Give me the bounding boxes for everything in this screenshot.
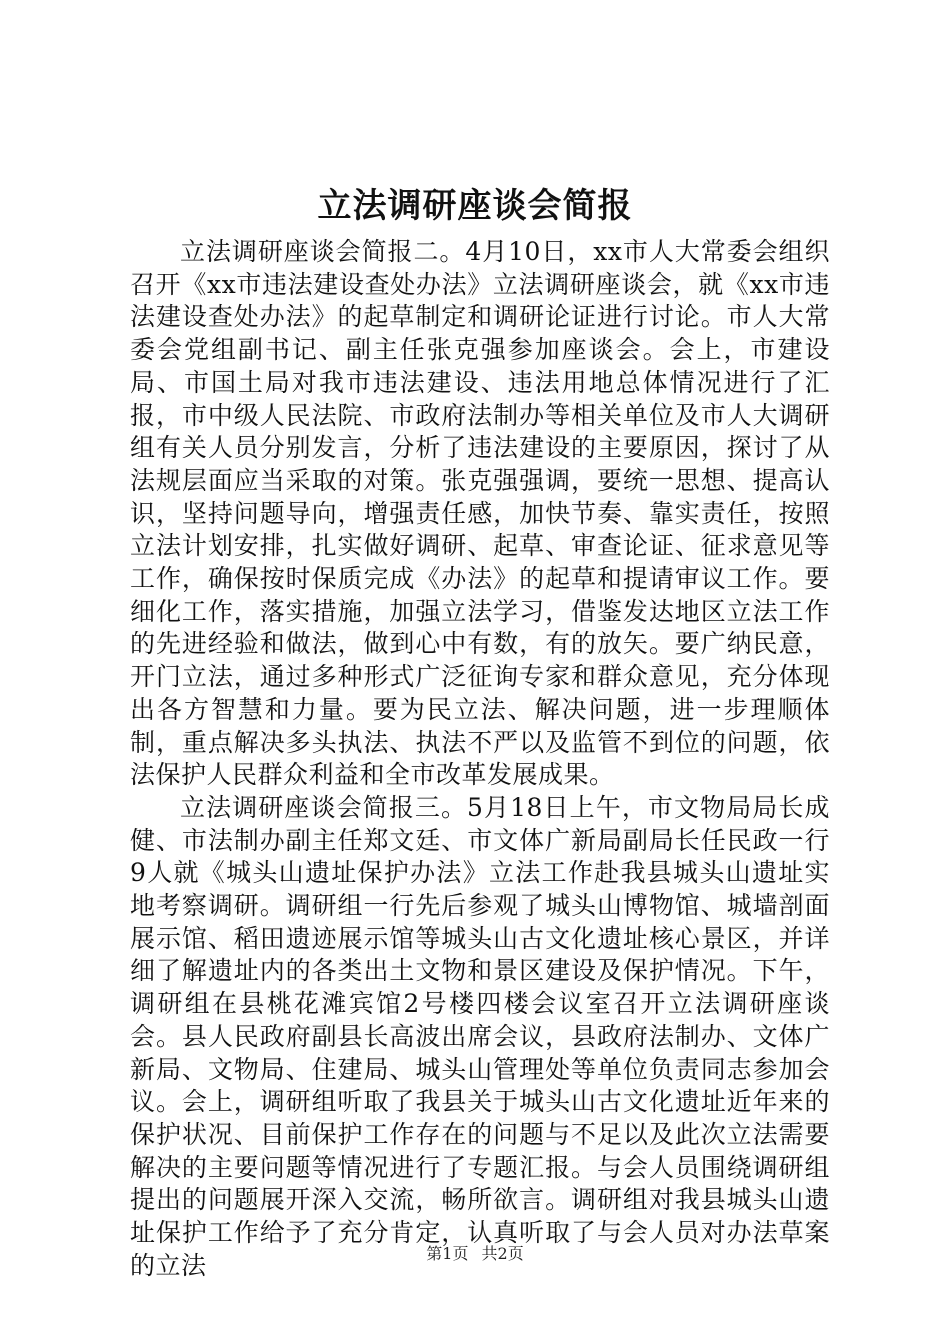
page-footer: [0, 1243, 950, 1265]
paragraph-briefing-three: 立法调研座谈会简报三。5月18日上午，市文物局局长成健、市法制办副主任郑文廷、市文体广新局副局长任民政一行9人就《城头山遗址保护办法》立法工作赴我县城头山遗址实地考察调研。调研组一行先后参观了城头山博物馆、城墙剖面展示馆、稻田遗迹展示馆等城头山古文化遗址核心景区，并详细了解遗址内的各类出土文物和景区建设及保护情况。下午，调研组在县桃花滩宾馆2号楼四楼会议室召开立法调研座谈会。县人民政府副县长高波出席会议，县政府法制办、文体广新局、文物局、住建局、城头山管理处等单位负责同志参加会议。会上，调研组听取了我县关于城头山古文化遗址近年来的保护状况、目前保护工作存在的问题与不足以及此次立法需要解决的主要问题等情况进行了专题汇报。与会人员围绕调研组提出的问题展开深入交流，畅所欲言。调研组对我县城头山遗址保护工作给予了充分肯定，认真听取了与会人员对办法草案的立法: [130, 792, 830, 1280]
document-title: 立法调研座谈会简报: [317, 186, 633, 226]
document-body: [130, 236, 830, 1283]
paragraph-briefing-two: 立法调研座谈会简报二。4月10日，xx市人大常委会组织召开《xx市违法建设查处办法》立法调研座谈会，就《xx市违法建设查处办法》的起草制定和调研论证进行讨论。市人大常委会党组副书记、副主任张克强参加座谈会。会上，市建设局、市国土局对我市违法建设、违法用地总体情况进行了汇报，市中级人民法院、市政府法制办等相关单位及市人大调研组有关人员分别发言，分析了违法建设的主要原因，探讨了从法规层面应当采取的对策。张克强强调，要统一思想、提高认识，坚持问题导向，增强责任感，加快节奏、靠实责任，按照立法计划安排，扎实做好调研、起草、审查论证、征求意见等工作，确保按时保质完成《办法》的起草和提请审议工作。要细化工作，落实措施，加强立法学习，借鉴发达地区立法工作的先进经验和做法，做到心中有数，有的放矢。要广纳民意，开门立法，通过多种形式广泛征询专家和群众意见，充分体现出各方智慧和力量。要为民立法、解决问题，进一步理顺体制，重点解决多头执法、执法不严以及监管不到位的问题，依法保护人民群众利益和全市改革发展成果。: [130, 237, 830, 790]
page-number-total: 共2页: [481, 1244, 524, 1263]
page-number-current: 第1页: [426, 1244, 469, 1263]
